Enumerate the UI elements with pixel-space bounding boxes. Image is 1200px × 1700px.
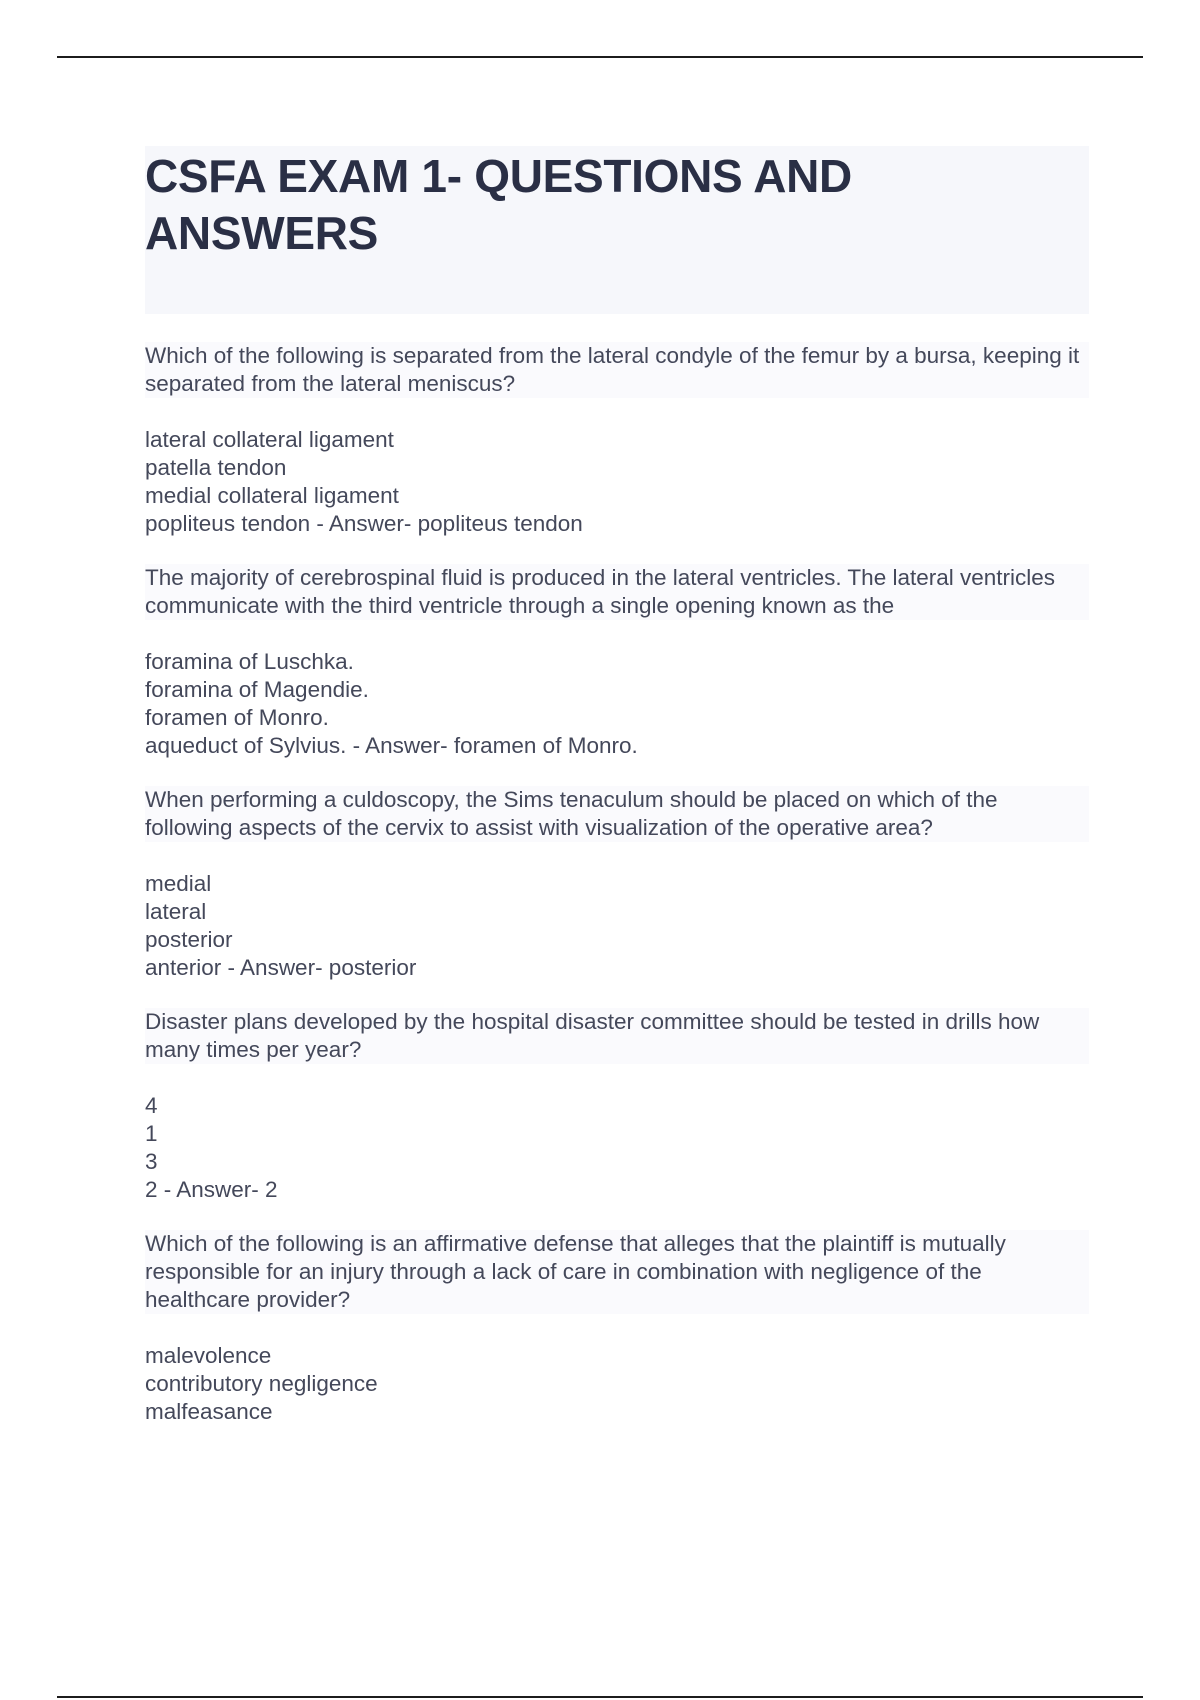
option-with-answer: 2 - Answer- 2 [145, 1177, 278, 1202]
option: foramina of Luschka. [145, 649, 354, 674]
option-with-answer: popliteus tendon - Answer- popliteus tendon [145, 511, 583, 536]
question-text: When performing a culdoscopy, the Sims tenaculum should be placed on which of the following aspects of the cervix to assist with visualization of the operative area? [145, 786, 1089, 842]
question-text: Which of the following is an affirmative defense that alleges that the plaintiff is mutually responsible for an injury through a lack of care in combination with negligence of the healthcare provider? [145, 1230, 1089, 1314]
option-list [145, 426, 1089, 538]
qa-item [145, 564, 1089, 760]
qa-list [145, 342, 1089, 1426]
option-list [145, 1342, 1089, 1426]
title-block [145, 146, 1089, 314]
option: 4 [145, 1093, 158, 1118]
qa-item [145, 786, 1089, 982]
footer-rule [57, 1696, 1143, 1698]
option-list [145, 1092, 1089, 1204]
option: patella tendon [145, 455, 287, 480]
option: posterior [145, 927, 233, 952]
option: lateral collateral ligament [145, 427, 394, 452]
option-list [145, 648, 1089, 760]
document-title: CSFA EXAM 1- QUESTIONS AND ANSWERS [145, 150, 852, 259]
question-text: Disaster plans developed by the hospital disaster committee should be tested in drills how many times per year? [145, 1008, 1089, 1064]
option: medial [145, 871, 212, 896]
option: 3 [145, 1149, 158, 1174]
option: malfeasance [145, 1399, 273, 1424]
option: 1 [145, 1121, 158, 1146]
header-rule [57, 56, 1143, 58]
option-with-answer: aqueduct of Sylvius. - Answer- foramen of Monro. [145, 733, 638, 758]
qa-item [145, 1230, 1089, 1426]
question-text: The majority of cerebrospinal fluid is produced in the lateral ventricles. The lateral ventricles communicate with the third ventricle through a single opening known as the [145, 564, 1089, 620]
option: lateral [145, 899, 207, 924]
option: foramen of Monro. [145, 705, 329, 730]
option-with-answer: anterior - Answer- posterior [145, 955, 417, 980]
option: contributory negligence [145, 1371, 378, 1396]
question-text: Which of the following is separated from the lateral condyle of the femur by a bursa, keeping it separated from the lateral meniscus? [145, 342, 1089, 398]
option: medial collateral ligament [145, 483, 399, 508]
option: malevolence [145, 1343, 272, 1368]
document-body [145, 146, 1089, 1452]
qa-item [145, 342, 1089, 538]
option: foramina of Magendie. [145, 677, 369, 702]
option-list [145, 870, 1089, 982]
qa-item [145, 1008, 1089, 1204]
